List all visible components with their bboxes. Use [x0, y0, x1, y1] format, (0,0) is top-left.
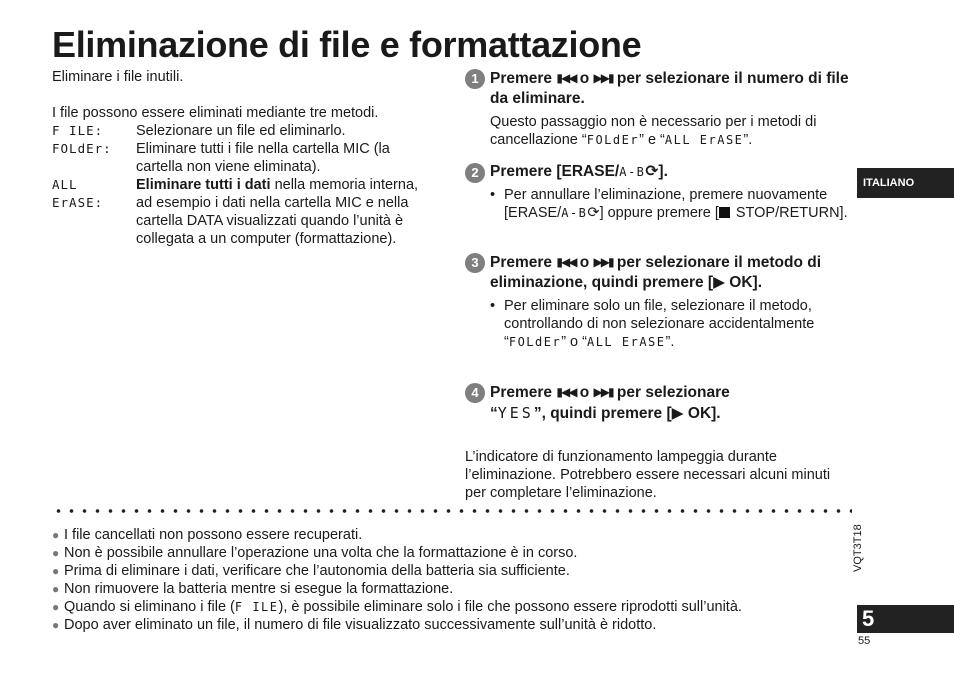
note-item	[52, 580, 842, 598]
note-text: Non è possibile annullare l’operazione una volta che la formattazione è in corso.	[64, 545, 578, 561]
bullet-icon: ●	[52, 618, 60, 632]
step-heading	[490, 162, 855, 182]
repeat-icon: ⟳	[645, 163, 659, 180]
stop-icon	[719, 207, 730, 218]
bullet-dot: •	[490, 298, 496, 314]
bullet-dot: •	[490, 187, 496, 203]
note-text: ” o “	[561, 334, 587, 350]
step-4	[465, 382, 855, 424]
method-desc-rest: nella memoria interna, ad esempio i dati nella cartella MIC e nella cartella DATA visualizzati quando l’unità è collegata a un computer (formattazione).	[136, 177, 419, 247]
note-text: I file cancellati non possono essere recuperati.	[64, 527, 363, 543]
step-number: 1	[465, 69, 485, 89]
skip-back-icon: ▮◀◀	[556, 71, 576, 85]
step-text: per selezionare il metodo di eliminazione, quindi premere [	[490, 254, 822, 291]
note-item	[52, 562, 842, 580]
note-text: Non rimuovere la batteria mentre si esegue la formattazione.	[64, 581, 454, 597]
lcd-text: FOLdEr	[586, 133, 640, 147]
step-text: o	[579, 254, 590, 271]
step-text: Premere	[490, 254, 553, 271]
step-text: o	[579, 384, 590, 401]
method-desc: Selezionare un file ed eliminarlo.	[136, 123, 346, 139]
step-text: o	[579, 70, 590, 87]
step-text: Premere [ERASE/	[490, 163, 620, 180]
step-3	[465, 252, 855, 351]
note-text: ” e “	[639, 132, 665, 148]
step-note	[490, 113, 855, 149]
step-text: ”, quindi premere [	[533, 405, 672, 422]
step-number: 2	[465, 163, 485, 183]
lcd-text: F ILE	[234, 600, 279, 614]
method-desc: Eliminare tutti i file nella cartella MIC (la cartella non viene eliminata).	[136, 141, 390, 175]
page-title: Eliminazione di file e formattazione	[52, 24, 642, 65]
note-text: Prima di eliminare i dati, verificare che l’autonomia della batteria sia sufficiente.	[64, 563, 570, 579]
note-text: Dopo aver eliminato un file, il numero di file visualizzato successivamente sull’unità è ridotto.	[64, 617, 657, 633]
language-tab: ITALIANO	[857, 168, 954, 198]
ab-label: A-B	[561, 206, 588, 220]
note-text: ] oppure premere [	[599, 205, 719, 221]
intro-line-1: Eliminare i file inutili.	[52, 69, 184, 85]
page-number: 5	[857, 605, 954, 633]
play-icon: ▶	[671, 405, 684, 422]
bullet-icon: ●	[52, 582, 60, 596]
note-text: Quando si eliminano i file (	[64, 599, 235, 615]
method-file	[52, 122, 432, 140]
dotted-divider	[52, 506, 852, 516]
model-code: VQT3T18	[852, 524, 864, 572]
method-label: ALL ErASE:	[52, 177, 104, 210]
skip-forward-icon: ▶▶▮	[593, 255, 613, 269]
intro-line-2: I file possono essere eliminati mediante tre metodi.	[52, 105, 379, 121]
method-all-erase	[52, 176, 432, 248]
page-number-small: 55	[858, 635, 871, 647]
step-text: OK].	[683, 405, 721, 422]
note-item	[52, 598, 842, 616]
ab-label: A-B	[619, 165, 646, 179]
step-note	[490, 297, 855, 351]
note-text: Per annullare l’eliminazione, premere nuovamente [ERASE/	[504, 187, 828, 221]
step-heading	[490, 382, 855, 424]
step-heading	[490, 252, 855, 293]
play-icon: ▶	[713, 274, 725, 291]
method-desc	[136, 176, 428, 248]
method-folder	[52, 140, 432, 176]
step-text: per selezionare il numero di file da eliminare.	[490, 70, 849, 107]
step-text: Premere	[490, 384, 553, 401]
step-text: Premere	[490, 70, 553, 87]
bullet-icon: ●	[52, 546, 60, 560]
step-1	[465, 68, 855, 149]
lcd-text: ALL ErASE	[664, 133, 744, 147]
methods-list	[52, 122, 432, 248]
indicator-text: L’indicatore di funzionamento lampeggia durante l’eliminazione. Potrebbero essere necessari alcuni minuti per completare l’eliminazione.	[465, 449, 831, 501]
method-label: F ILE:	[52, 123, 104, 138]
note-text: ”.	[665, 334, 675, 350]
lcd-text: YES	[497, 404, 534, 422]
note-text: Questo passaggio non è necessario per i metodi di cancellazione “	[490, 114, 817, 148]
bullet-icon: ●	[52, 528, 60, 542]
note-text: STOP/RETURN].	[731, 205, 848, 221]
step-text: per selezionare	[616, 384, 730, 401]
note-item	[52, 616, 842, 634]
method-desc-bold: Eliminare tutti i dati	[136, 177, 271, 193]
step-text: OK].	[725, 274, 763, 291]
note-item	[52, 526, 842, 544]
bullet-icon: ●	[52, 600, 60, 614]
lcd-text: ALL ErASE	[586, 335, 666, 349]
notes-list	[52, 526, 842, 634]
skip-forward-icon: ▶▶▮	[593, 385, 613, 399]
step-text: ].	[658, 163, 668, 180]
step-number: 4	[465, 383, 485, 403]
note-text: Per eliminare solo un file, selezionare il metodo, controllando di non selezionare accidentalmente “	[504, 298, 815, 350]
note-text: ), è possibile eliminare solo i file che possono essere riprodotti sull’unità.	[278, 599, 742, 615]
step-heading	[490, 68, 855, 109]
step-note	[490, 186, 855, 222]
step-number: 3	[465, 253, 485, 273]
bullet-icon: ●	[52, 564, 60, 578]
note-item	[52, 544, 842, 562]
method-label: FOLdEr:	[52, 141, 112, 156]
step-text: “	[490, 405, 498, 422]
note-text: ”.	[743, 132, 753, 148]
skip-back-icon: ▮◀◀	[556, 385, 576, 399]
lcd-text: FOLdEr	[508, 335, 562, 349]
skip-forward-icon: ▶▶▮	[593, 71, 613, 85]
step-2	[465, 162, 855, 222]
skip-back-icon: ▮◀◀	[556, 255, 576, 269]
repeat-icon: ⟳	[587, 205, 600, 221]
